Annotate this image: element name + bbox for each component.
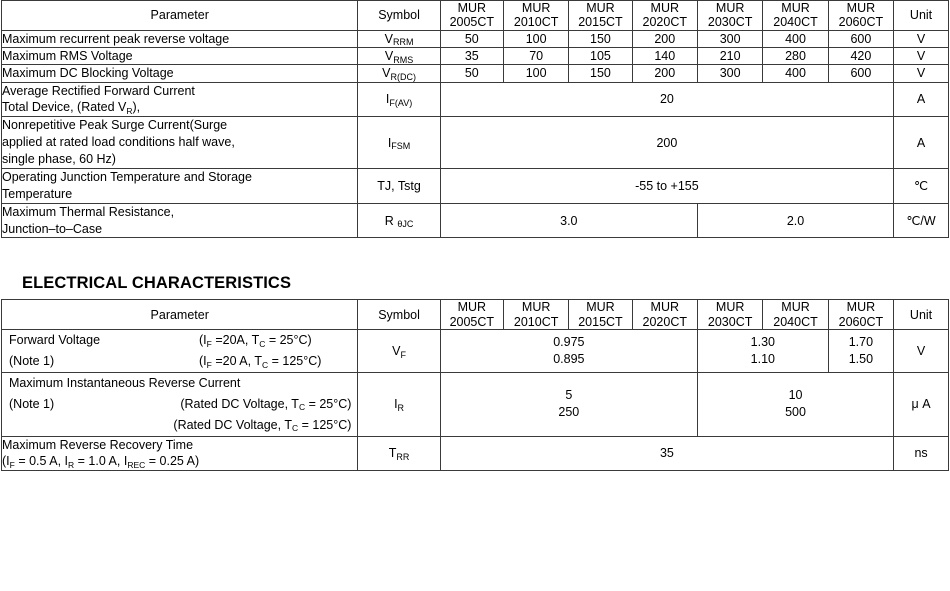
section-title-electrical-characteristics: ELECTRICAL CHARACTERISTICS: [22, 274, 292, 293]
cond-sub-2: R: [68, 459, 75, 470]
row-value-group-c: [828, 330, 893, 373]
value-line-1: 5: [565, 388, 573, 403]
table-row: [2, 330, 949, 373]
parameter-line-1: Maximum Thermal Resistance,: [2, 204, 175, 219]
table-row: [2, 82, 949, 117]
column-header-mur2010ct: [503, 300, 568, 330]
column-header-mur2005ct: [440, 300, 503, 330]
row-unit: A: [894, 82, 949, 117]
row-unit: V: [894, 48, 949, 65]
row-symbol: [358, 372, 440, 436]
row-symbol: TJ, Tstg: [358, 168, 440, 203]
header-line-2: 2010CT: [513, 15, 559, 30]
row-unit: ℃: [894, 168, 949, 203]
header-line-2: 2010CT: [513, 314, 559, 329]
header-line-1: MUR: [457, 300, 487, 315]
column-header-symbol: [358, 300, 440, 330]
symbol-base: V: [392, 344, 401, 358]
header-line-2: 2060CT: [838, 314, 884, 329]
row-parameter: [2, 203, 358, 238]
parameter-label: Forward Voltage: [9, 333, 101, 348]
column-header-parameter: [2, 1, 358, 31]
row-symbol: [358, 48, 440, 65]
row-symbol: [358, 436, 440, 471]
row-symbol: [358, 82, 440, 117]
row-value-merged: -55 to +155: [440, 168, 893, 203]
header-line-1: MUR: [521, 300, 551, 315]
header-line-2: 2030CT: [707, 314, 753, 329]
symbol-base: V: [384, 31, 393, 46]
column-header-mur2015ct: [569, 1, 632, 31]
row-symbol: [358, 203, 440, 238]
table-row: [2, 203, 949, 238]
parameter-line-1: Average Rectified Forward Current: [2, 83, 195, 98]
symbol-subscript: RMS: [393, 54, 414, 65]
header-line-1: MUR: [846, 1, 876, 15]
cond-sub: C: [298, 402, 306, 413]
cond-mid: =20A, T: [211, 333, 260, 348]
row-value-group-a: 3.0: [440, 203, 697, 238]
section-gap: [0, 238, 950, 274]
column-header-mur2015ct: [569, 300, 632, 330]
cond-pre: (I: [199, 333, 207, 348]
header-line-2: 2040CT: [773, 15, 818, 30]
row-value: 140: [632, 48, 697, 65]
row-parameter: [2, 330, 358, 373]
value-line-1: 0.975: [553, 335, 585, 350]
parameter-line-2: [2, 351, 357, 372]
cond-sub-2: C: [262, 359, 269, 370]
row-unit: ℃/W: [894, 203, 949, 238]
cond-pre: (Rated DC Voltage, T: [180, 396, 299, 411]
cond-sub-1: F: [206, 359, 212, 370]
row-value: 70: [503, 48, 568, 65]
symbol-base: V: [382, 66, 391, 81]
parameter-subscript: R: [126, 105, 133, 116]
column-header-mur2060ct: [828, 300, 893, 330]
row-value-group-b: [697, 330, 828, 373]
header-line-2: 2030CT: [707, 15, 753, 30]
symbol-subscript: FSM: [391, 141, 411, 152]
parameter-line-2: applied at rated load conditions half wave,: [2, 135, 235, 150]
header-line-2: 2040CT: [773, 314, 818, 329]
parameter-line-1: Maximum Reverse Recovery Time: [2, 437, 194, 452]
header-line-2: 2020CT: [642, 314, 688, 329]
row-value: 150: [569, 65, 632, 82]
cond-end: = 25°C): [265, 333, 312, 348]
parameter-label: Maximum Instantaneous Reverse Current: [9, 375, 241, 390]
parameter-line-2: [2, 394, 357, 415]
parameter-line-2: Total Device, (Rated V: [2, 100, 127, 115]
header-line-1: Unit: [909, 307, 933, 322]
column-header-mur2040ct: [763, 1, 828, 31]
column-header-mur2060ct: [828, 1, 893, 31]
table-row: [2, 48, 949, 65]
row-value: 150: [569, 30, 632, 47]
header-line-2: 2060CT: [838, 15, 884, 30]
row-value: 35: [440, 48, 503, 65]
row-value: 300: [697, 65, 762, 82]
cond-end: = 0.25 A): [145, 454, 200, 469]
row-value: 600: [828, 65, 893, 82]
table-row: [2, 436, 949, 471]
value-line-2: 1.10: [750, 352, 776, 366]
header-line-2: 2005CT: [449, 314, 495, 329]
symbol-subscript: θJC: [397, 219, 414, 229]
row-value-group-b: [697, 372, 893, 436]
row-parameter: Maximum RMS Voltage: [2, 48, 358, 65]
value-line-2: 500: [785, 405, 806, 420]
symbol-base: I: [387, 135, 392, 150]
row-symbol: [358, 330, 440, 373]
header-line-1: MUR: [457, 1, 487, 15]
row-value: 200: [632, 30, 697, 47]
parameter-line-3: single phase, 60 Hz): [2, 152, 116, 166]
cond-sub-1: F: [9, 459, 15, 470]
table-header-row: [2, 300, 949, 330]
cond-sub: C: [292, 423, 299, 434]
table-row: [2, 30, 949, 47]
symbol-subscript: RRM: [392, 37, 414, 48]
table-row: [2, 168, 949, 203]
parameter-line-2: [2, 454, 199, 468]
column-header-mur2030ct: [697, 1, 762, 31]
cond-end: = 125°C): [298, 417, 352, 432]
parameter-line-1: [2, 373, 357, 394]
row-value: 200: [632, 65, 697, 82]
row-parameter: [2, 168, 358, 203]
header-line-2: 2015CT: [578, 15, 623, 30]
header-line-1: Symbol: [378, 307, 420, 322]
row-parameter: [2, 372, 358, 436]
header-line-1: Parameter: [150, 8, 209, 23]
column-header-unit: [894, 300, 949, 330]
table-row: [2, 65, 949, 82]
row-value: 50: [440, 65, 503, 82]
header-line-1: MUR: [650, 1, 680, 15]
header-line-2: 2015CT: [578, 314, 623, 329]
symbol-subscript: R: [397, 402, 405, 413]
header-line-1: MUR: [521, 1, 551, 15]
parameter-line-1: [2, 330, 357, 351]
symbol-subscript: F: [400, 349, 406, 360]
row-parameter: [2, 436, 358, 471]
value-line-1: 1.30: [750, 335, 776, 350]
value-line-1: 10: [788, 388, 803, 403]
row-value: 280: [763, 48, 828, 65]
parameter-line-1: Operating Junction Temperature and Storage: [2, 169, 252, 184]
row-value-group-b: 2.0: [697, 203, 893, 238]
electrical-characteristics-table: [1, 299, 949, 471]
header-line-1: MUR: [586, 1, 615, 15]
row-symbol: [358, 30, 440, 47]
cond-sub-2: C: [259, 338, 266, 349]
column-header-mur2005ct: [440, 1, 503, 31]
column-header-unit: [894, 1, 949, 31]
value-line-2: 1.50: [848, 352, 874, 366]
header-line-1: MUR: [715, 1, 745, 15]
row-value: 100: [503, 30, 568, 47]
symbol-base: V: [384, 49, 394, 64]
parameter-note: (Note 1): [9, 396, 55, 411]
cond-end: = 25°C): [305, 396, 352, 411]
parameter-note: (Note 1): [9, 354, 55, 368]
row-value-merged: 200: [440, 117, 893, 169]
symbol-subscript: F(AV): [389, 97, 413, 108]
cond-pre: (I: [2, 454, 10, 469]
parameter-line-3: [2, 415, 357, 436]
header-line-1: MUR: [715, 300, 745, 315]
row-value: 300: [697, 30, 762, 47]
row-parameter: [2, 117, 358, 169]
row-unit: ns: [894, 436, 949, 471]
row-value: 50: [440, 30, 503, 47]
row-unit: A: [894, 117, 949, 169]
value-line-2: 250: [558, 405, 580, 420]
value-line-1: 1.70: [848, 335, 874, 350]
parameter-condition: [199, 332, 312, 349]
row-symbol: [358, 65, 440, 82]
header-line-1: MUR: [586, 300, 615, 315]
parameter-line-2-end: ),: [132, 100, 141, 115]
row-value: 420: [828, 48, 893, 65]
symbol-base: R: [384, 213, 394, 228]
row-parameter: Maximum DC Blocking Voltage: [2, 65, 358, 82]
column-header-symbol: [358, 1, 440, 31]
parameter-line-1: Nonrepetitive Peak Surge Current(Surge: [2, 118, 228, 133]
cond-pre: (I: [199, 354, 207, 368]
cond-end: = 125°C): [268, 354, 322, 368]
cond-sub-3: REC: [127, 459, 146, 470]
symbol-base: I: [385, 92, 390, 107]
cond-mid-1: = 0.5 A, I: [14, 454, 69, 469]
row-unit: μ A: [894, 372, 949, 436]
row-unit: V: [894, 330, 949, 373]
header-line-1: MUR: [650, 300, 680, 315]
header-line-2: 2005CT: [449, 15, 495, 30]
parameter-condition: [199, 353, 321, 370]
table-row: [2, 117, 949, 169]
row-value-group-a: [440, 330, 697, 373]
row-value-merged: 35: [440, 436, 893, 471]
symbol-base: I: [394, 397, 398, 412]
column-header-mur2040ct: [763, 300, 828, 330]
row-parameter: [2, 82, 358, 117]
symbol-base: T: [388, 446, 397, 461]
row-unit: V: [894, 65, 949, 82]
header-line-2: 2020CT: [642, 15, 688, 30]
parameter-condition: [180, 396, 351, 413]
row-parameter: Maximum recurrent peak reverse voltage: [2, 30, 358, 47]
row-value: 400: [763, 30, 828, 47]
header-line-1: MUR: [781, 1, 810, 15]
cond-mid-2: = 1.0 A, I: [74, 454, 128, 469]
row-value: 600: [828, 30, 893, 47]
column-header-mur2020ct: [632, 300, 697, 330]
cond-pre: (Rated DC Voltage, T: [173, 417, 292, 432]
row-value: 400: [763, 65, 828, 82]
parameter-spacer: [9, 417, 173, 434]
symbol-subscript: RR: [396, 451, 410, 462]
parameter-line-2: Temperature: [2, 186, 73, 201]
header-line-1: Parameter: [150, 307, 209, 322]
table-row: [2, 372, 949, 436]
row-value: 100: [503, 65, 568, 82]
row-value: 210: [697, 48, 762, 65]
column-header-mur2020ct: [632, 1, 697, 31]
column-header-mur2030ct: [697, 300, 762, 330]
row-value-group-a: [440, 372, 697, 436]
table-header-row: [2, 1, 949, 31]
header-line-1: MUR: [781, 300, 810, 315]
maximum-ratings-table: [1, 0, 949, 238]
value-line-2: 0.895: [553, 352, 585, 366]
row-symbol: [358, 117, 440, 169]
row-unit: V: [894, 30, 949, 47]
row-value: 105: [569, 48, 632, 65]
cond-mid: =20 A, T: [211, 354, 262, 368]
cond-sub-1: F: [206, 338, 212, 349]
column-header-mur2010ct: [503, 1, 568, 31]
row-value-merged: 20: [440, 82, 893, 117]
header-line-1: MUR: [846, 300, 876, 315]
parameter-condition: [173, 417, 351, 434]
symbol-subscript: R(DC): [390, 71, 416, 82]
header-line-1: Symbol: [378, 8, 420, 23]
header-line-1: Unit: [909, 8, 933, 23]
column-header-parameter: [2, 300, 358, 330]
parameter-line-2: Junction–to–Case: [2, 221, 103, 236]
